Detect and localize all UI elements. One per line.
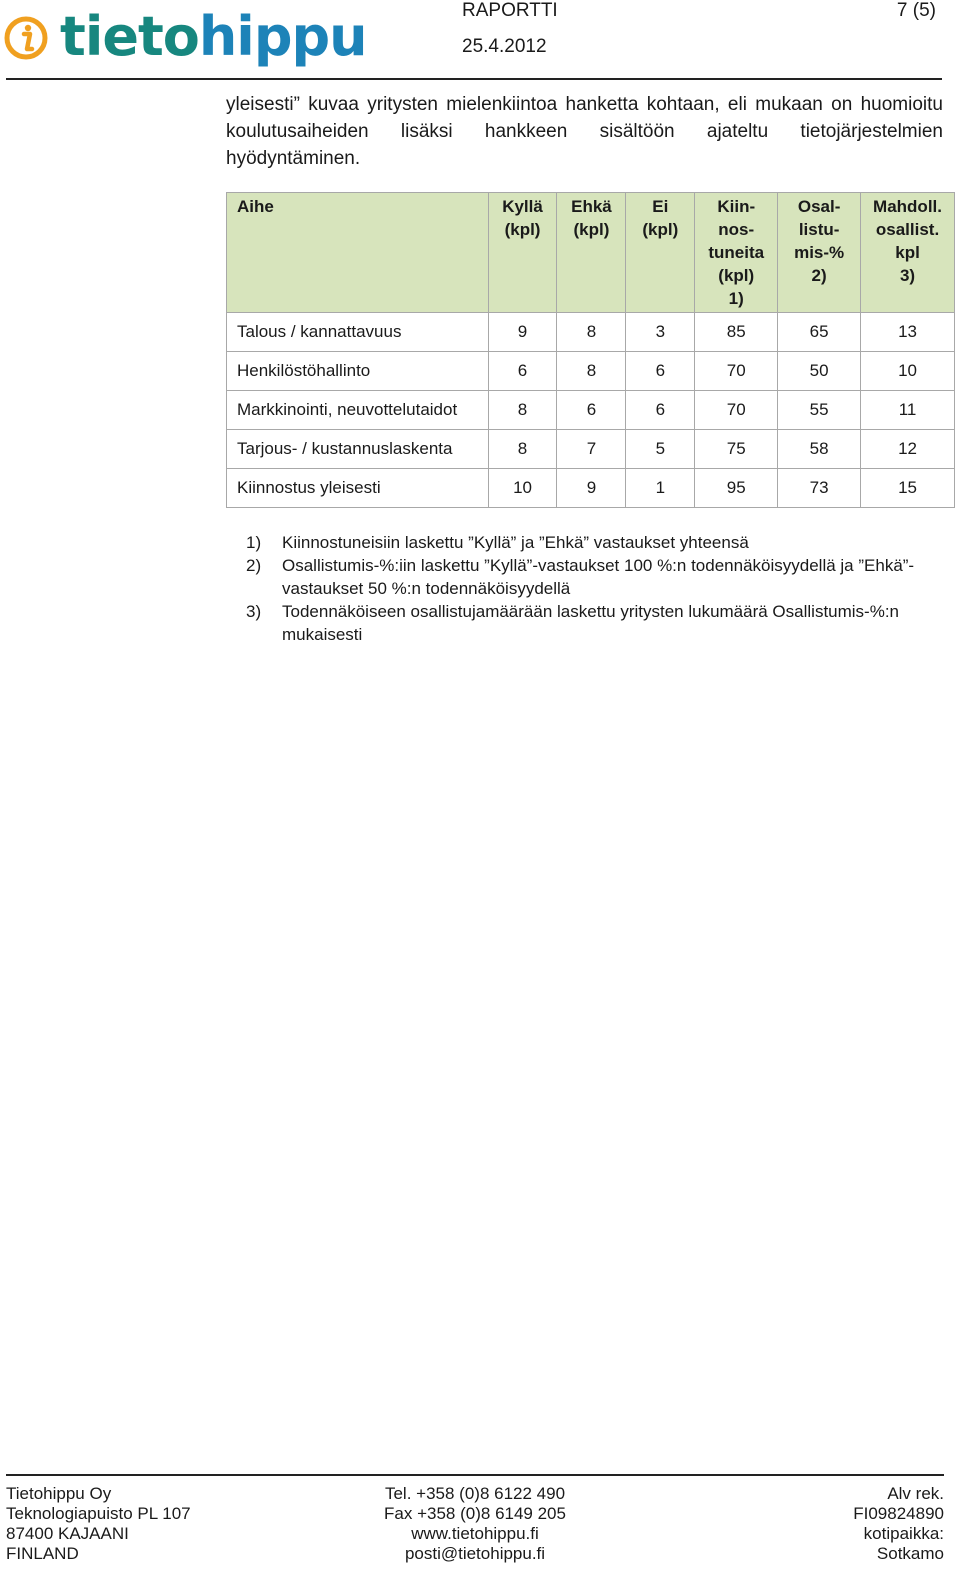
table-cell: 9 — [488, 313, 557, 352]
header-cell-mahdoll — [861, 193, 955, 313]
table-cell: 1 — [626, 469, 695, 508]
table-cell: 55 — [778, 391, 861, 430]
company-logo — [4, 5, 367, 68]
header-line: osallist. — [875, 220, 940, 239]
footer-phone: Tel. +358 (0)8 6122 490 — [384, 1484, 566, 1503]
table-cell: Henkilöstöhallinto — [227, 352, 489, 391]
table-row — [227, 469, 955, 508]
header-line: Osal- — [797, 197, 841, 216]
table-cell: 95 — [695, 469, 778, 508]
intro-paragraph: yleisesti” kuvaa yritysten mielenkiintoa hanketta kohtaan, eli mukaan on huomioitu koulutusaiheiden lisäksi hankkeen sisältöön ajateltu tietojärjestelmien hyödyntäminen. — [226, 94, 943, 169]
document-date: 25.4.2012 — [462, 36, 547, 57]
table-cell: 8 — [488, 391, 557, 430]
footer-email-link[interactable]: posti@tietohippu.fi — [404, 1544, 546, 1563]
table-cell: 10 — [488, 469, 557, 508]
document-type: RAPORTTI — [462, 0, 558, 21]
header-line: (kpl) — [573, 220, 610, 239]
table-cell: Tarjous- / kustannuslaskenta — [227, 430, 489, 469]
table-header-row — [227, 193, 955, 313]
table-cell: 8 — [557, 313, 626, 352]
footnote — [246, 554, 946, 600]
footer-registration — [853, 1484, 944, 1564]
table-cell: 7 — [557, 430, 626, 469]
header-cell-aihe — [227, 193, 489, 313]
table-cell: 3 — [626, 313, 695, 352]
table-cell: 12 — [861, 430, 955, 469]
info-i-icon — [4, 16, 48, 60]
header-line: 1) — [728, 289, 744, 308]
header-line: Ehkä — [571, 197, 612, 216]
logo-wordmark-part1: tieto — [60, 5, 199, 68]
logo-wordmark — [60, 2, 367, 72]
table-cell: 70 — [695, 352, 778, 391]
header-cell-ehka — [557, 193, 626, 313]
table-cell: 6 — [557, 391, 626, 430]
header-line: Ei — [652, 197, 669, 216]
header-cell-kiinnostuneita — [695, 193, 778, 313]
table-cell: 13 — [861, 313, 955, 352]
header-line: kpl — [895, 243, 920, 262]
table-cell: 9 — [557, 469, 626, 508]
footer-line: Tietohippu Oy — [6, 1484, 112, 1503]
table-cell: 50 — [778, 352, 861, 391]
footnote-number: 2) — [246, 556, 262, 575]
header-line: 2) — [811, 266, 827, 285]
table-cell: 6 — [626, 391, 695, 430]
table-cell: 73 — [778, 469, 861, 508]
footer-line: FI09824890 — [853, 1504, 944, 1523]
logo-wordmark-part2: hippu — [198, 5, 367, 68]
footnote-text: Kiinnostuneisiin laskettu ”Kyllä” ja ”Ehkä” vastaukset yhteensä — [282, 533, 749, 552]
header-cell-kylla — [488, 193, 557, 313]
table-cell: 8 — [557, 352, 626, 391]
table-cell: 75 — [695, 430, 778, 469]
header-line: 3) — [899, 266, 916, 285]
table-cell: Markkinointi, neuvottelutaidot — [227, 391, 489, 430]
header-line: mis-% — [794, 243, 845, 262]
footnote-text: Todennäköiseen osallistujamäärään laskettu yritysten lukumäärä Osallistumis-%:n mukaisesti — [282, 602, 900, 644]
page-number: 7 (5) — [896, 0, 936, 21]
header-cell-osallistumis — [778, 193, 861, 313]
footer-line: Sotkamo — [876, 1544, 944, 1563]
footnotes — [246, 531, 946, 646]
table-row — [227, 391, 955, 430]
header-line: listu- — [798, 220, 840, 239]
table-row — [227, 313, 955, 352]
footnote-text: Osallistumis-%:iin laskettu ”Kyllä”-vastaukset 100 %:n todennäköisyydellä ja ”Ehkä”-vastaukset 50 %:n todennäköisyydellä — [282, 556, 915, 598]
table-cell: Talous / kannattavuus — [227, 313, 489, 352]
table-cell: 58 — [778, 430, 861, 469]
header-line: Kiin- — [717, 197, 756, 216]
footnote — [246, 600, 946, 646]
header-line: nos- — [718, 220, 755, 239]
header-line: Mahdoll. — [873, 197, 942, 216]
table-cell: 8 — [488, 430, 557, 469]
table-cell: 5 — [626, 430, 695, 469]
table-cell: 65 — [778, 313, 861, 352]
footer-divider — [6, 1474, 944, 1476]
header-line: Kyllä — [502, 197, 543, 216]
footer-line: FINLAND — [6, 1544, 79, 1563]
footnote — [246, 531, 946, 554]
footer-website-link[interactable]: www.tietohippu.fi — [411, 1524, 539, 1543]
header-line: Aihe — [237, 197, 274, 216]
footer-line: 87400 KAJAANI — [6, 1524, 129, 1543]
table-cell: 6 — [488, 352, 557, 391]
footnote-number: 1) — [246, 533, 262, 552]
table-cell: 15 — [861, 469, 955, 508]
table-cell: Kiinnostus yleisesti — [227, 469, 489, 508]
table-cell: 70 — [695, 391, 778, 430]
header-cell-ei — [626, 193, 695, 313]
header-line: (kpl) — [718, 266, 755, 285]
table-cell: 11 — [861, 391, 955, 430]
table-cell: 6 — [626, 352, 695, 391]
footer-line: kotipaikka: — [863, 1524, 944, 1543]
footer-fax: Fax +358 (0)8 6149 205 — [384, 1504, 566, 1523]
header-line: tuneita — [708, 243, 765, 262]
header-divider — [6, 78, 942, 80]
header-line: (kpl) — [504, 220, 541, 239]
header-line: (kpl) — [642, 220, 679, 239]
table-row — [227, 352, 955, 391]
footer-line: Teknologiapuisto PL 107 — [6, 1504, 191, 1523]
table-cell: 10 — [861, 352, 955, 391]
footer-address — [6, 1484, 191, 1564]
table-row — [227, 430, 955, 469]
footnote-number: 3) — [246, 602, 262, 621]
table-cell: 85 — [695, 313, 778, 352]
footer-contact — [380, 1484, 570, 1564]
survey-results-table — [226, 192, 955, 508]
footer-line: Alv rek. — [887, 1484, 944, 1503]
